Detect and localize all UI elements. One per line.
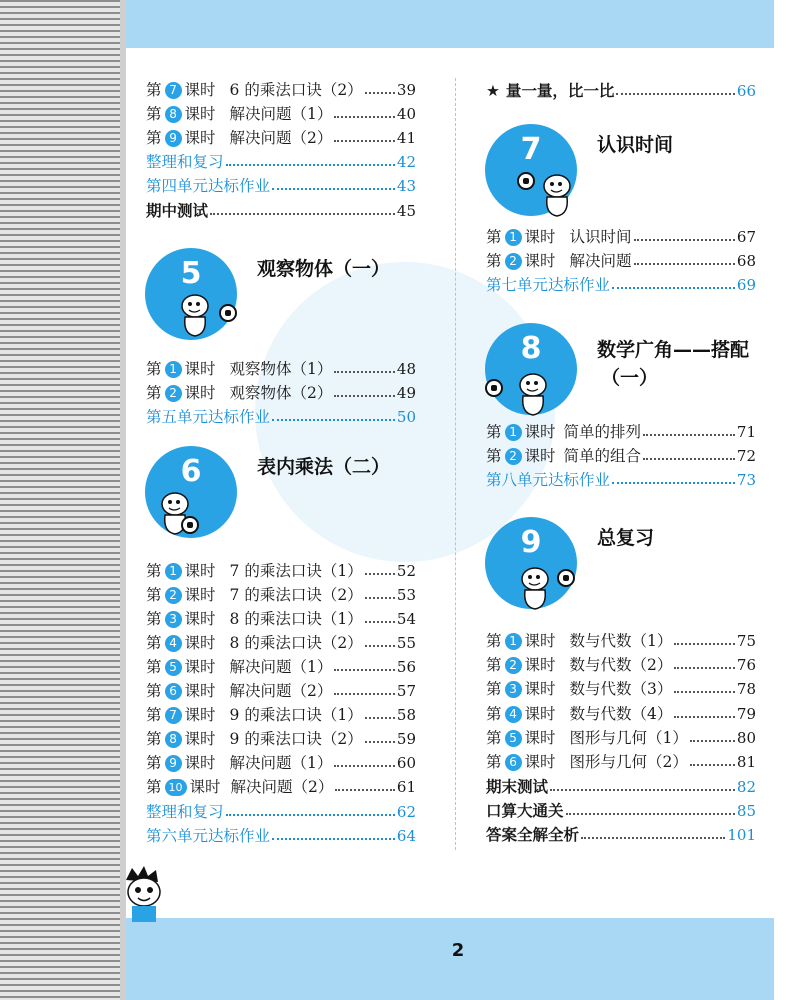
page-ref: 49 [396,384,416,402]
dot-leader [365,645,395,647]
page-ref: 61 [396,778,416,796]
lesson-number-badge: 5 [165,659,182,676]
toc-entry[interactable] [146,357,416,381]
soccer-ball-icon [181,516,199,534]
lesson-title: 观察物体（2） [229,384,333,402]
unit-title: 表内乘法（二） [257,456,391,478]
page-ref: 101 [727,826,756,844]
page-ref: 68 [736,252,756,270]
page-ref: 60 [396,754,416,772]
lesson-ke: 课时 [524,228,556,246]
unit-number: 5 [180,256,202,291]
lesson-ke: 课时 [184,706,216,724]
lesson-prefix: 第 [486,632,502,650]
dot-leader [634,239,735,241]
book-spine-stripes [0,0,120,1000]
lesson-number-badge: 4 [165,635,182,652]
activity-title: 量一量，比一比 [505,82,615,100]
lesson-title: 解决问题（2） [229,129,333,147]
lesson-ke: 课时 [184,754,216,772]
lesson-ke: 课时 [524,252,556,270]
page-ref: 55 [396,634,416,652]
lesson-ke: 课时 [524,705,556,723]
unit-test-title: 第四单元达标作业 [146,177,271,195]
lesson-prefix: 第 [486,228,502,246]
page-ref: 72 [736,447,756,465]
toc-entry[interactable] [146,655,416,679]
dot-leader [272,838,395,840]
unit-title-line2: （一） [601,367,659,389]
lesson-number-badge: 3 [505,681,522,698]
toc-mental-math[interactable] [486,799,756,823]
lesson-title: 数与代数（1） [569,632,673,650]
page-ref: 50 [396,408,416,426]
lesson-number-badge: 2 [165,385,182,402]
toc-entry[interactable] [486,702,756,726]
toc-entry[interactable] [146,727,416,751]
dinosaur-mascot-icon [511,369,561,419]
dot-leader [674,667,735,669]
lesson-title: 解决问题 [569,252,632,270]
unit-number: 6 [180,454,202,489]
toc-unit-test[interactable] [486,468,756,492]
toc-review[interactable] [146,150,416,174]
toc-entry[interactable] [146,381,416,405]
dot-leader [365,92,395,94]
dot-leader [365,717,395,719]
toc-entry[interactable] [146,703,416,727]
dot-leader [612,482,735,484]
lesson-title: 数与代数（2） [569,656,673,674]
lesson-ke: 课时 [184,129,216,147]
unit-number: 8 [520,331,542,366]
page-ref: 45 [396,202,416,220]
lesson-ke: 课时 [524,680,556,698]
toc-entry[interactable] [146,102,416,126]
page-ref: 69 [736,276,756,294]
lesson-title: 数与代数（3） [569,680,673,698]
column-divider [455,78,456,850]
lesson-title: 解决问题（1） [229,658,333,676]
lesson-title: 观察物体（1） [229,360,333,378]
page-ref: 75 [736,632,756,650]
lesson-prefix: 第 [146,754,162,772]
unit-number: 7 [520,132,542,167]
midterm-title: 期中测试 [146,202,209,220]
lesson-prefix: 第 [146,778,162,796]
dinosaur-mascot-icon [513,563,563,613]
toc-unit-test[interactable] [146,405,416,429]
page-ref: 39 [396,81,416,99]
lesson-prefix: 第 [486,729,502,747]
dot-leader [643,434,735,436]
lesson-ke: 课时 [524,753,556,771]
page-ref: 76 [736,656,756,674]
lesson-number-badge: 2 [165,587,182,604]
review-title: 整理和复习 [146,153,224,171]
lesson-prefix: 第 [146,730,162,748]
lesson-number-badge: 5 [505,730,522,747]
dot-leader [550,789,735,791]
dot-leader [634,263,735,265]
toc-entry[interactable] [486,444,756,468]
unit-title: 认识时间 [597,134,674,156]
lesson-ke: 课时 [184,658,216,676]
toc-entry[interactable] [486,629,756,653]
lesson-prefix: 第 [146,682,162,700]
lesson-title: 解决问题（2） [230,778,334,796]
page-ref: 43 [396,177,416,195]
lesson-number-badge: 2 [505,253,522,270]
lesson-title: 数与代数（4） [569,705,673,723]
dot-leader [674,643,735,645]
lesson-title: 图形与几何（2） [569,753,688,771]
toc-entry[interactable] [146,559,416,583]
page-ref: 48 [396,360,416,378]
lesson-ke: 课时 [184,610,216,628]
dot-leader [335,789,395,791]
dot-leader [334,669,395,671]
toc-midterm[interactable] [146,199,416,223]
dot-leader [612,287,735,289]
final-test-title: 期末测试 [486,778,549,796]
lesson-title: 9 的乘法口诀（1） [229,706,363,724]
dot-leader [210,213,395,215]
toc-entry[interactable] [146,679,416,703]
dot-leader [690,740,735,742]
page-ref: 62 [396,803,416,821]
lesson-number-badge: 1 [505,633,522,650]
lesson-prefix: 第 [486,447,502,465]
page-ref: 67 [736,228,756,246]
lesson-number-badge: 7 [165,82,182,99]
toc-review[interactable] [146,800,416,824]
dot-leader [643,458,735,460]
lesson-prefix: 第 [146,586,162,604]
soccer-ball-icon [485,379,503,397]
lesson-prefix: 第 [486,423,502,441]
dot-leader [272,419,395,421]
page-ref: 59 [396,730,416,748]
toc-entry[interactable] [486,420,756,444]
dinosaur-mascot-icon [175,290,225,340]
lesson-number-badge: 1 [165,563,182,580]
dot-leader [566,813,735,815]
lesson-title: 7 的乘法口诀（1） [229,562,363,580]
lesson-prefix: 第 [486,680,502,698]
lesson-number-badge: 7 [165,707,182,724]
dot-leader [334,765,395,767]
dot-leader [616,93,734,95]
soccer-ball-icon [517,172,535,190]
lesson-title: 简单的组合 [563,447,642,465]
dot-leader [365,741,395,743]
page-ref: 40 [396,105,416,123]
lesson-title: 解决问题（1） [229,754,333,772]
lesson-ke: 课时 [184,730,216,748]
page-ref: 57 [396,682,416,700]
lesson-ke: 课时 [184,586,216,604]
dot-leader [226,164,395,166]
lesson-prefix: 第 [146,384,162,402]
lesson-prefix: 第 [146,706,162,724]
mental-math-title: 口算大通关 [486,802,564,820]
page-ref: 79 [736,705,756,723]
lesson-number-badge: 2 [505,657,522,674]
lesson-title: 认识时间 [569,228,632,246]
soccer-ball-icon [219,304,237,322]
lesson-ke: 课时 [184,81,216,99]
lesson-number-badge: 1 [505,229,522,246]
toc-entry[interactable] [146,775,416,799]
lesson-title: 解决问题（1） [229,105,333,123]
toc-unit-test[interactable] [146,174,416,198]
dot-leader [334,140,395,142]
lesson-prefix: 第 [146,360,162,378]
unit-test-title: 第五单元达标作业 [146,408,271,426]
lesson-title: 8 的乘法口诀（1） [229,610,363,628]
toc-entry[interactable] [486,726,756,750]
dot-leader [674,691,735,693]
toc-entry[interactable] [486,249,756,273]
unit-title: 观察物体（一） [257,258,391,280]
header-band [126,0,774,48]
lesson-title: 解决问题（2） [229,682,333,700]
page-ref: 78 [736,680,756,698]
lesson-number-badge: 1 [165,361,182,378]
unit-test-title: 第七单元达标作业 [486,276,611,294]
page-ref: 58 [396,706,416,724]
page-ref: 71 [736,423,756,441]
page-ref: 82 [736,778,756,796]
toc-entry[interactable] [146,78,416,102]
page-ref: 73 [736,471,756,489]
toc-entry[interactable] [486,653,756,677]
unit-title: 总复习 [597,527,655,549]
dot-leader [334,395,395,397]
toc-answers[interactable] [486,823,756,847]
lesson-title: 简单的排列 [563,423,642,441]
lesson-prefix: 第 [146,105,162,123]
lesson-title: 图形与几何（1） [569,729,688,747]
dot-leader [365,597,395,599]
page-ref: 56 [396,658,416,676]
page-ref: 41 [396,129,416,147]
toc-unit-test[interactable] [146,824,416,848]
lesson-prefix: 第 [146,129,162,147]
lesson-number-badge: 6 [505,754,522,771]
lesson-number-badge: 10 [165,779,187,796]
dot-leader [334,371,395,373]
lesson-number-badge: 8 [165,106,182,123]
lesson-ke: 课时 [184,562,216,580]
lesson-ke: 课时 [524,656,556,674]
lesson-prefix: 第 [486,705,502,723]
toc-entry[interactable] [486,677,756,701]
page-ref: 85 [736,802,756,820]
page-ref: 42 [396,153,416,171]
dot-leader [272,188,395,190]
toc-entry[interactable] [146,126,416,150]
page-number: 2 [451,940,465,961]
answers-title: 答案全解全析 [486,826,580,844]
lesson-prefix: 第 [146,81,162,99]
lesson-ke: 课时 [184,360,216,378]
lesson-ke: 课时 [184,384,216,402]
lesson-number-badge: 3 [165,611,182,628]
page-ref: 53 [396,586,416,604]
lesson-ke: 课时 [524,729,556,747]
lesson-number-badge: 8 [165,731,182,748]
lesson-prefix: 第 [146,634,162,652]
lesson-ke: 课时 [524,423,556,441]
dot-leader [334,693,395,695]
page-ref: 52 [396,562,416,580]
soccer-ball-icon [557,569,575,587]
toc-final-test[interactable] [486,775,756,799]
lesson-ke: 课时 [524,447,556,465]
toc-entry[interactable] [486,750,756,774]
unit-title: 数学广角——搭配 [597,339,750,361]
dot-leader [334,116,395,118]
dot-leader [226,814,395,816]
page-ref: 81 [736,753,756,771]
spine-edge [120,0,126,1000]
toc-unit-test[interactable] [486,273,756,297]
lesson-number-badge: 2 [505,448,522,465]
lesson-ke: 课时 [524,632,556,650]
review-title: 整理和复习 [146,803,224,821]
lesson-prefix: 第 [146,610,162,628]
toc-entry[interactable] [146,631,416,655]
dot-leader [581,837,725,839]
lesson-title: 9 的乘法口诀（2） [229,730,363,748]
toc-entry[interactable] [146,583,416,607]
lesson-prefix: 第 [146,658,162,676]
unit-test-title: 第八单元达标作业 [486,471,611,489]
unit-test-title: 第六单元达标作业 [146,827,271,845]
lesson-title: 7 的乘法口诀（2） [229,586,363,604]
dot-leader [365,621,395,623]
dot-leader [690,764,735,766]
page-ref: 80 [736,729,756,747]
lesson-prefix: 第 [486,753,502,771]
toc-activity[interactable] [486,79,756,103]
lesson-prefix: 第 [486,252,502,270]
dot-leader [365,573,395,575]
lesson-prefix: 第 [146,562,162,580]
lesson-ke: 课时 [184,634,216,652]
lesson-ke: 课时 [184,682,216,700]
toc-entry[interactable] [146,607,416,631]
lesson-number-badge: 6 [165,683,182,700]
page-ref: 64 [396,827,416,845]
lesson-number-badge: 9 [165,130,182,147]
unit-number: 9 [520,525,542,560]
lesson-number-badge: 9 [165,755,182,772]
page-ref: 54 [396,610,416,628]
lesson-number-badge: 1 [505,424,522,441]
kid-mascot-icon [124,866,164,922]
lesson-ke: 课时 [189,778,221,796]
page-ref: 66 [736,82,756,100]
lesson-number-badge: 4 [505,706,522,723]
dinosaur-mascot-icon [535,170,585,220]
lesson-title: 6 的乘法口诀（2） [229,81,363,99]
lesson-prefix: 第 [486,656,502,674]
star-icon: ★ [486,82,500,100]
lesson-title: 8 的乘法口诀（2） [229,634,363,652]
toc-entry[interactable] [146,751,416,775]
toc-entry[interactable] [486,225,756,249]
dot-leader [674,716,735,718]
lesson-ke: 课时 [184,105,216,123]
